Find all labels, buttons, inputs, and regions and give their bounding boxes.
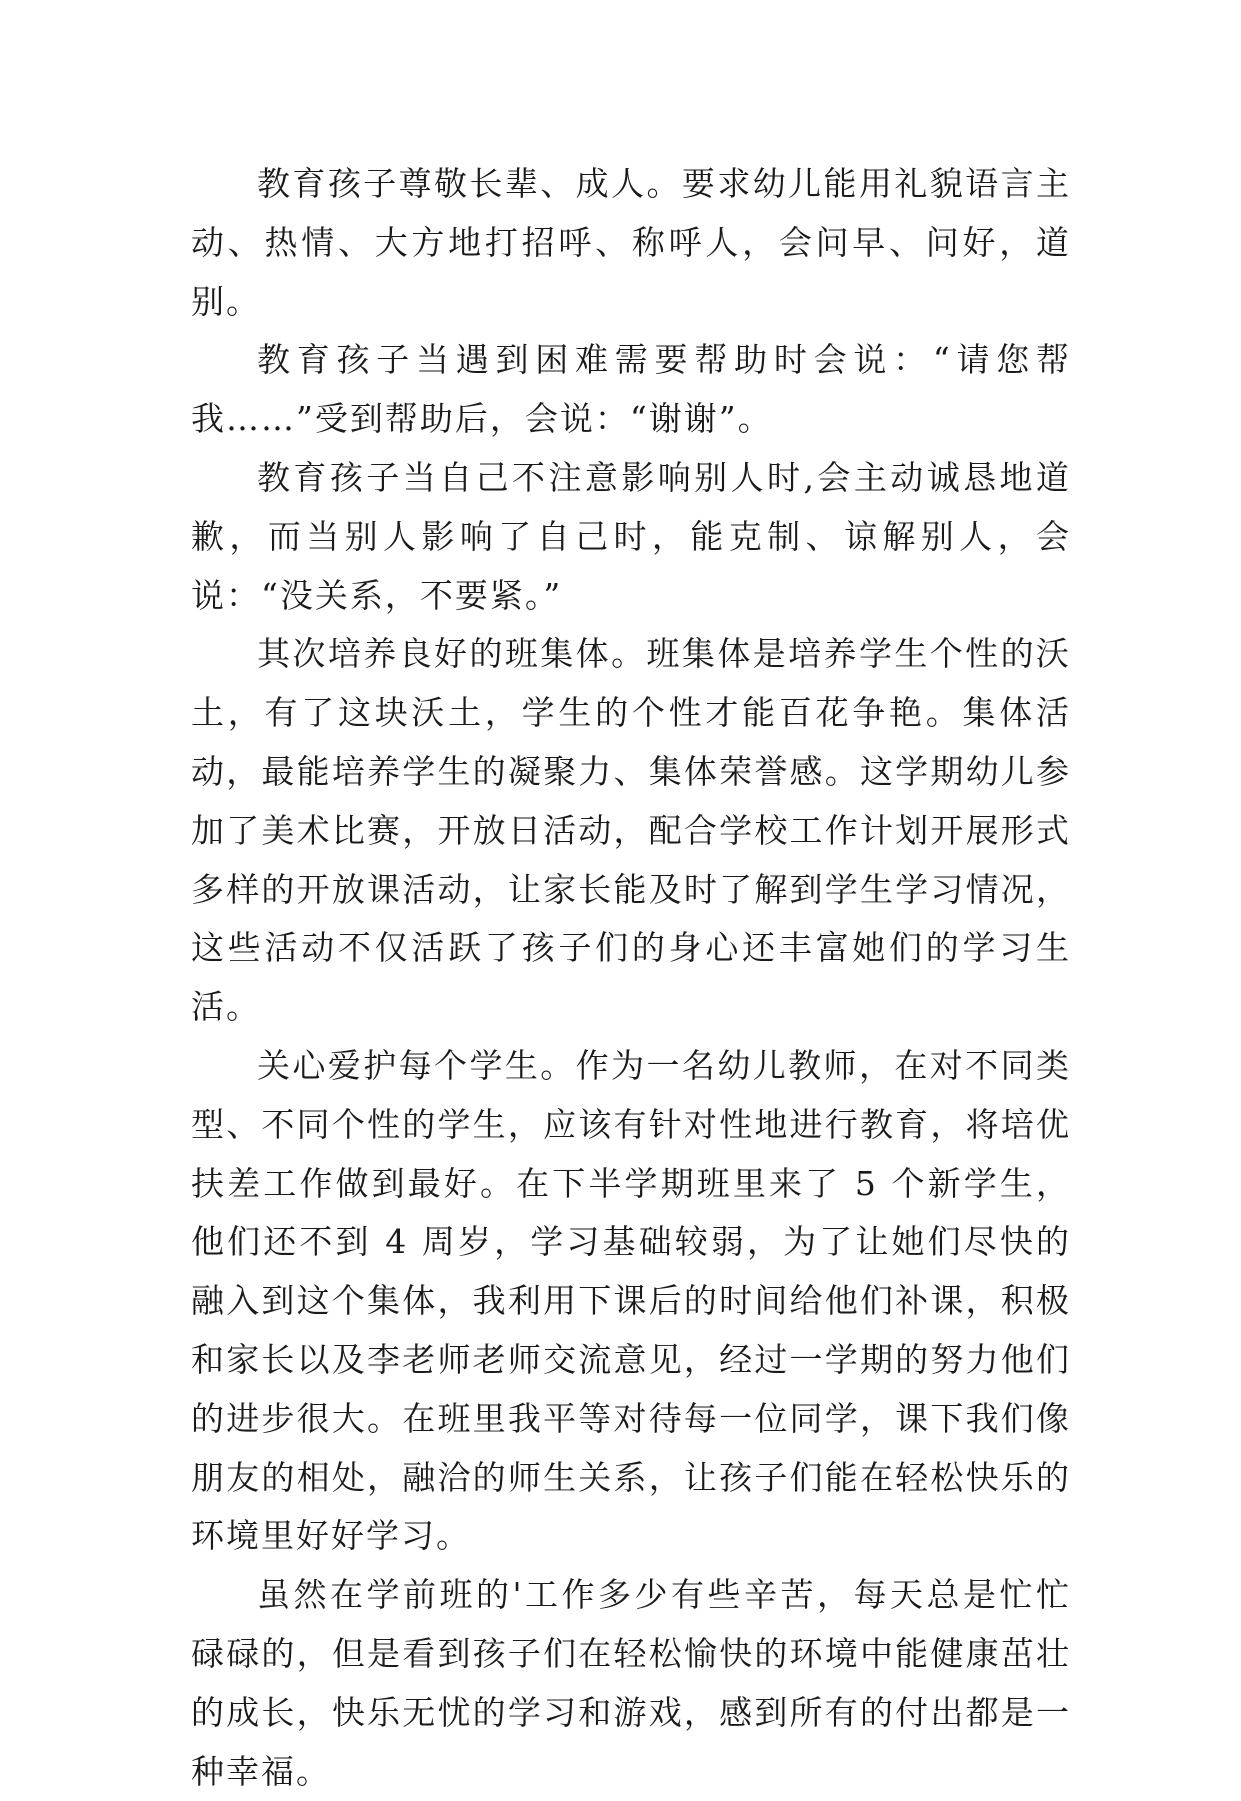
- document-body: [191, 155, 1071, 1801]
- paragraph-care-for-students: 关心爱护每个学生。作为一名幼儿教师，在对不同类型、不同个性的学生，应该有针对性地进行教育，将培优扶差工作做到最好。在下半学期班里来了 5 个新学生，他们还不到 4 周岁，学习基础较弱，为了让她们尽快的融入到这个集体，我利用下课后的时间给他们补课，积极和家长以及李老师老师交流意见，经过一学期的努力他们的进步很大。在班里我平等对待每一位同学，课下我们像朋友的相处，融洽的师生关系，让孩子们能在轻松快乐的环境里好好学习。: [191, 1045, 1071, 1556]
- paragraph-class-collective: 其次培养良好的班集体。班集体是培养学生个性的沃土，有了这块沃土，学生的个性才能百花争艳。集体活动，最能培养学生的凝聚力、集体荣誉感。这学期幼儿参加了美术比赛，开放日活动，配合学校工作计划开展形式多样的开放课活动，让家长能及时了解到学生学习情况，这些活动不仅活跃了孩子们的身心还丰富她们的学习生活。: [191, 634, 1071, 1027]
- paragraph-conclusion: 虽然在学前班的'工作多少有些辛苦，每天总是忙忙碌碌的，但是看到孩子们在轻松愉快的环境中能健康茁壮的成长，快乐无忧的学习和游戏，感到所有的付出都是一种幸福。: [191, 1575, 1071, 1791]
- paragraph-respect-elders: 教育孩子尊敬长辈、成人。要求幼儿能用礼貌语言主动、热情、大方地打招呼、称呼人，会问早、问好，道别。: [191, 164, 1071, 321]
- paragraph-apologize: 教育孩子当自己不注意影响别人时,会主动诚恳地道歉，而当别人影响了自己时，能克制、谅解别人，会说：“没关系，不要紧。”: [191, 457, 1071, 615]
- paragraph-ask-for-help: 教育孩子当遇到困难需要帮助时会说：“请您帮我……”受到帮助后，会说：“谢谢”。: [191, 340, 1071, 439]
